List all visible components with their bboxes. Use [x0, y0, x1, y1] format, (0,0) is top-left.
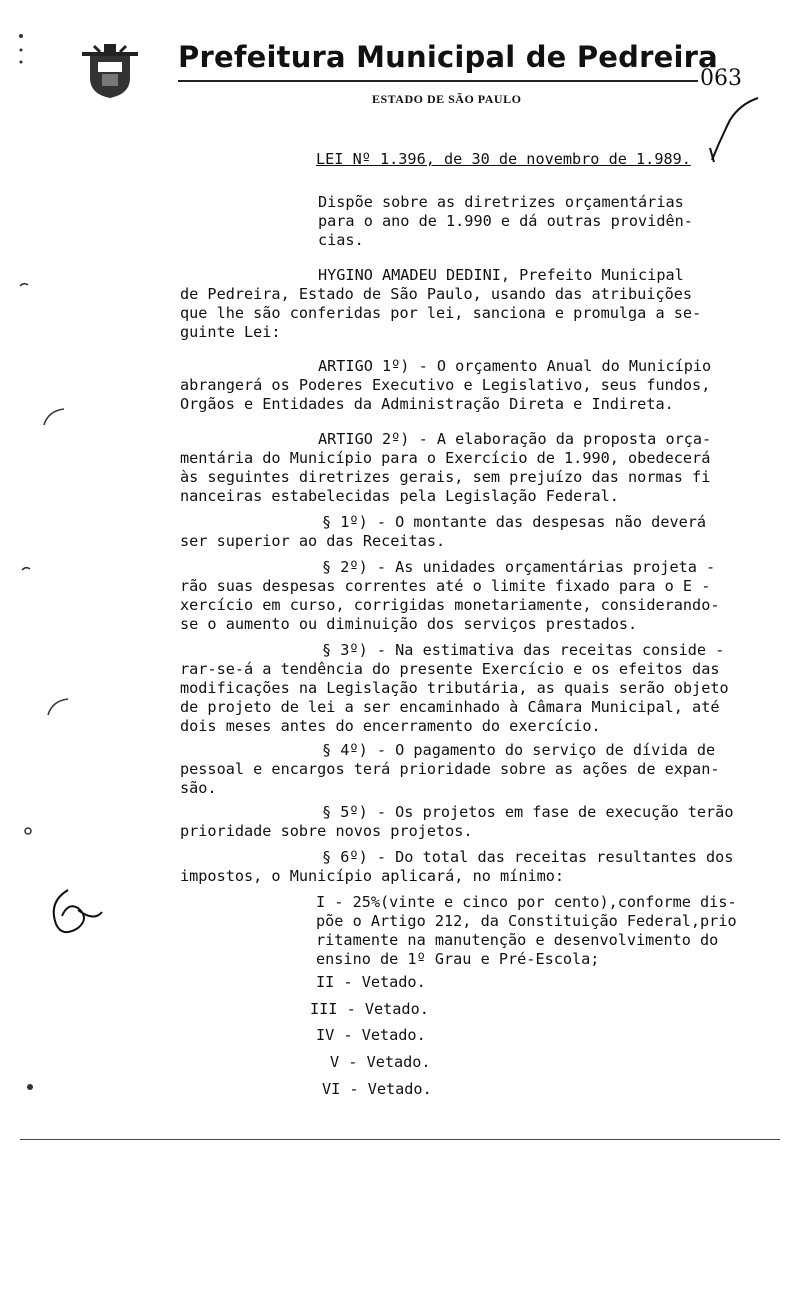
organization-title: Prefeitura Municipal de Pedreira: [178, 40, 718, 74]
paragraph-2-line: rão suas despesas correntes até o limite fixado para o E -: [180, 577, 711, 595]
summary-line: para o ano de 1.990 e dá outras providên-: [318, 212, 693, 230]
preamble-line: guinte Lei:: [180, 323, 281, 341]
article-1-line: abrangerá os Poderes Executivo e Legislativo, seus fundos,: [180, 376, 711, 394]
vetoed-item: VI - Vetado.: [322, 1080, 432, 1098]
vetoed-item: V - Vetado.: [330, 1053, 431, 1071]
preamble-line: que lhe são conferidas por lei, sanciona e promulga a se-: [180, 304, 702, 322]
item-1-line: I - 25%(vinte e cinco por cento),conforme dis-: [316, 893, 737, 911]
paragraph-1-line: § 1º) - O montante das despesas não deverá: [322, 513, 707, 531]
check-mark-icon: [700, 90, 770, 170]
article-1-line: Orgãos e Entidades da Administração Direta e Indireta.: [180, 395, 674, 413]
article-1-line: ARTIGO 1º) - O orçamento Anual do Município: [318, 357, 712, 375]
paragraph-5-line: § 5º) - Os projetos em fase de execução terão: [322, 803, 734, 821]
paragraph-1-line: ser superior ao das Receitas.: [180, 532, 446, 550]
summary-line: cias.: [318, 231, 364, 249]
hole-punch-mark-icon: [24, 1082, 36, 1092]
article-2-line: ARTIGO 2º) - A elaboração da proposta orça-: [318, 430, 712, 448]
paragraph-3-line: de projeto de lei a ser encaminhado à Câmara Municipal, até: [180, 698, 720, 716]
paragraph-5-line: prioridade sobre novos projetos.: [180, 822, 473, 840]
hole-punch-mark-icon: [20, 564, 32, 574]
margin-stroke-icon: [40, 405, 66, 429]
hole-punch-mark-icon: [18, 280, 30, 290]
vetoed-item: II - Vetado.: [316, 973, 426, 991]
article-2-line: nanceiras estabelecidas pela Legislação Federal.: [180, 487, 619, 505]
paragraph-4-line: § 4º) - O pagamento do serviço de dívida de: [322, 741, 716, 759]
paragraph-4-line: pessoal e encargos terá prioridade sobre as ações de expan-: [180, 760, 720, 778]
paragraph-3-line: § 3º) - Na estimativa das receitas conside -: [322, 641, 725, 659]
paragraph-2-line: xercício em curso, corrigidas monetariamente, considerando-: [180, 596, 720, 614]
paragraph-3-line: modificações na Legislação tributária, as quais serão objeto: [180, 679, 729, 697]
vetoed-item: IV - Vetado.: [316, 1026, 426, 1044]
law-title: LEI Nº 1.396, de 30 de novembro de 1.989.: [316, 150, 691, 168]
paragraph-3-line: dois meses antes do encerramento do exercício.: [180, 717, 601, 735]
signature-initials-icon: [38, 882, 108, 942]
coat-of-arms-icon: [80, 44, 140, 100]
page-number: 063: [700, 66, 742, 91]
vetoed-item: III - Vetado.: [310, 1000, 429, 1018]
item-1-line: ritamente na manutenção e desenvolvimento do: [316, 931, 719, 949]
paragraph-6-line: § 6º) - Do total das receitas resultantes dos: [322, 848, 734, 866]
item-1-line: põe o Artigo 212, da Constituição Federal,prio: [316, 912, 737, 930]
summary-line: Dispõe sobre as diretrizes orçamentárias: [318, 193, 684, 211]
hole-punch-mark-icon: [22, 826, 34, 836]
preamble-line: HYGINO AMADEU DEDINI, Prefeito Municipal: [318, 266, 684, 284]
margin-stroke-icon: [44, 695, 70, 719]
preamble-line: de Pedreira, Estado de São Paulo, usando das atribuições: [180, 285, 693, 303]
article-2-line: às seguintes diretrizes gerais, sem prejuízo das normas fi: [180, 468, 711, 486]
state-subtitle: ESTADO DE SÃO PAULO: [372, 92, 522, 106]
paragraph-2-line: se o aumento ou diminuição dos serviços prestados.: [180, 615, 638, 633]
paragraph-2-line: § 2º) - As unidades orçamentárias projeta -: [322, 558, 716, 576]
paragraph-3-line: rar-se-á a tendência do presente Exercício e os efeitos das: [180, 660, 720, 678]
header-rule: [178, 80, 698, 82]
item-1-line: ensino de 1º Grau e Pré-Escola;: [316, 950, 600, 968]
paragraph-4-line: são.: [180, 779, 217, 797]
margin-dots-icon: [14, 30, 28, 70]
article-2-line: mentária do Município para o Exercício de 1.990, obedecerá: [180, 449, 711, 467]
footer-rule: [20, 1139, 780, 1140]
paragraph-6-line: impostos, o Município aplicará, no mínimo:: [180, 867, 565, 885]
